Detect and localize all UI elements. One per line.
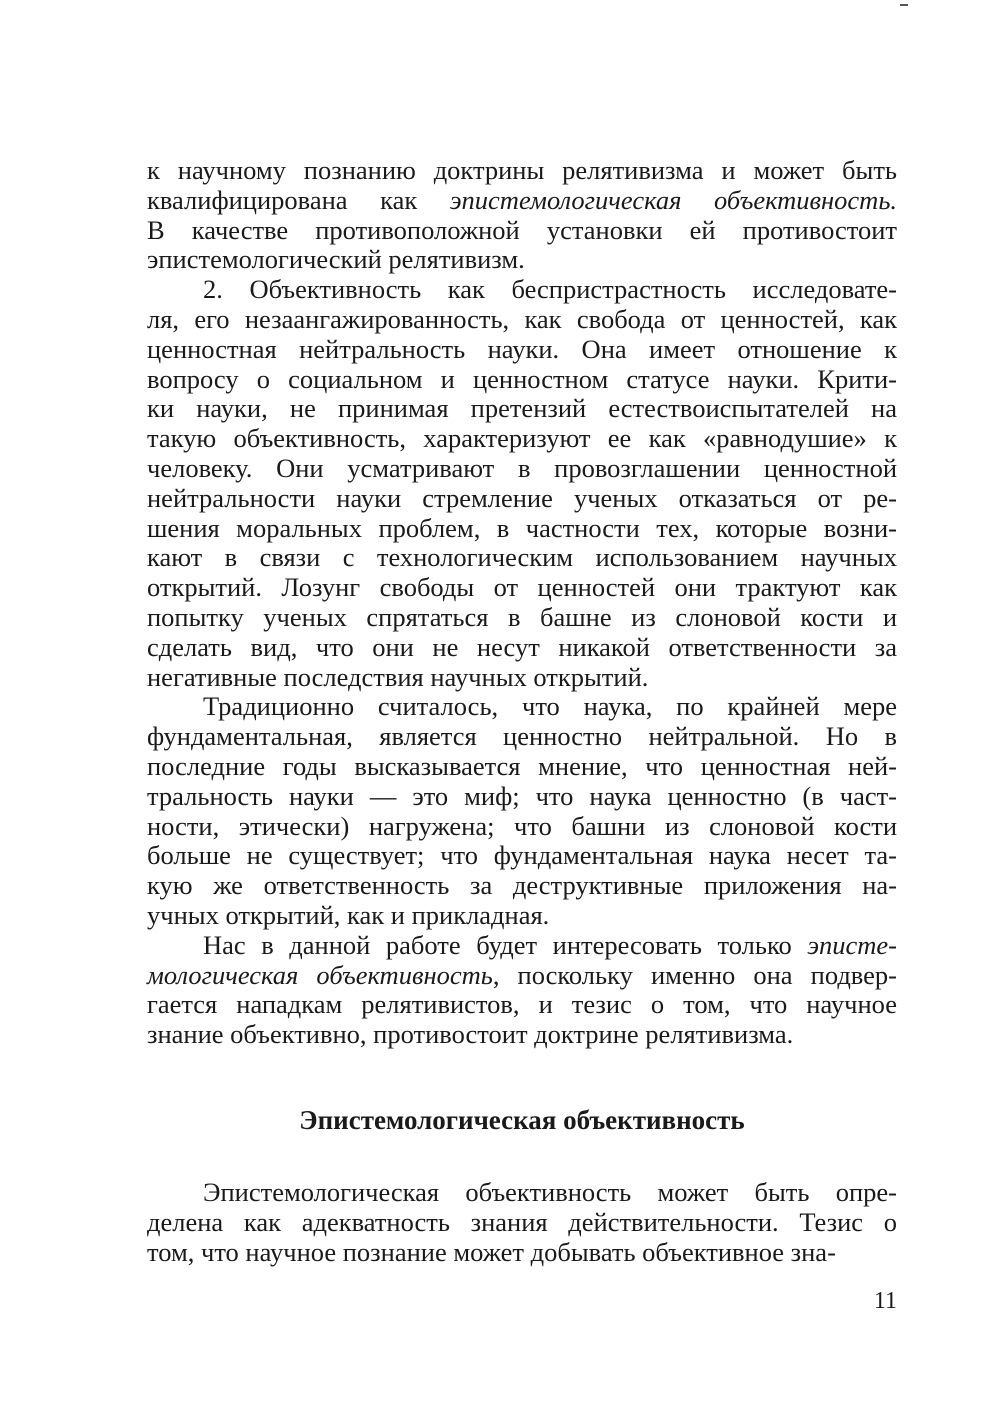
section-heading: Эпистемологическая объективность (299, 1105, 745, 1135)
text-line: фундаментальная, является ценностно нейтральной. Но в (147, 721, 897, 752)
paragraph-epistemological-definition (147, 1178, 897, 1267)
text-line: ки науки, не принимая претензий естествоиспытателей на (147, 393, 897, 424)
page-number: 11 (873, 1288, 897, 1314)
text-line: нейтральности науки стремление ученых отказаться от ре- (147, 482, 897, 513)
text-line: вопросу о социальном и ценностном статусе науки. Крити- (147, 363, 897, 394)
text-line: негативные последствия научных открытий. (147, 661, 649, 692)
text-line: В качестве противоположной установки ей противостоит (147, 214, 897, 245)
text-line: ценностная нейтральность науки. Она имеет отношение к (147, 333, 897, 364)
paragraph-traditional-view (147, 692, 897, 930)
text-line: сделать вид, что они не несут никакой ответственности за (147, 631, 897, 662)
text-line: больше не существует; что фундаментальная наука несет та- (147, 840, 897, 871)
paragraph-epistemological-focus (147, 931, 897, 1050)
text-line: кают в связи с технологическим использованием научных (147, 542, 897, 573)
text-line: кую же ответственность за деструктивные приложения на- (147, 870, 897, 901)
text-line: Традиционно считалось, что наука, по крайней мере (203, 691, 897, 722)
text-line: ности, этически) нагружена; что башни из слоновой кости (147, 810, 897, 841)
text-line: тральность науки — это миф; что наука ценностно (в част- (147, 780, 897, 811)
page-body (147, 156, 897, 1050)
text-line: Эпистемологическая объективность может быть опре- (203, 1177, 897, 1207)
text-line: гается нападкам релятивистов, и тезис о том, что научное (147, 989, 897, 1020)
text-line: к научному познанию доктрины релятивизма и может быть (147, 155, 897, 185)
text-line: попытку ученых спрятаться в башне из слоновой кости и (147, 601, 897, 632)
text-line: квалифицирована как эпистемологическая объективность. (147, 184, 897, 215)
paragraph-objectivity-impartiality (147, 275, 897, 692)
text-line: такую объективность, характеризуют ее как «равнодушие» к (147, 423, 897, 454)
text-line: 2. Объективность как беспристрастность исследовате- (203, 274, 897, 305)
text-line: Нас в данной работе будет интересовать только эписте- (203, 929, 897, 960)
section-body (147, 1178, 897, 1267)
text-line: делена как адекватность знания действительности. Тезис о (147, 1206, 897, 1237)
text-line: знание объективно, противостоит доктрине релятивизма. (147, 1019, 794, 1050)
text-line: мологическая объективность, поскольку именно она подвер- (147, 959, 897, 990)
text-line: том, что научное познание может добывать объективное зна- (147, 1236, 836, 1267)
text-line: эпистемологический релятивизм. (147, 244, 525, 275)
corner-crop-mark (900, 4, 908, 6)
text-line: открытий. Лозунг свободы от ценностей они трактуют как (147, 572, 897, 603)
text-line: учных открытий, как и прикладная. (147, 899, 550, 930)
text-line: человеку. Они усматривают в провозглашении ценностной (147, 452, 897, 483)
text-line: шения моральных проблем, в частности тех, которые возни- (147, 512, 897, 543)
text-line: последние годы высказывается мнение, что ценностная ней- (147, 750, 897, 781)
text-line: ля, его незаангажированность, как свобода от ценностей, как (147, 303, 897, 334)
paragraph-intro (147, 156, 897, 275)
